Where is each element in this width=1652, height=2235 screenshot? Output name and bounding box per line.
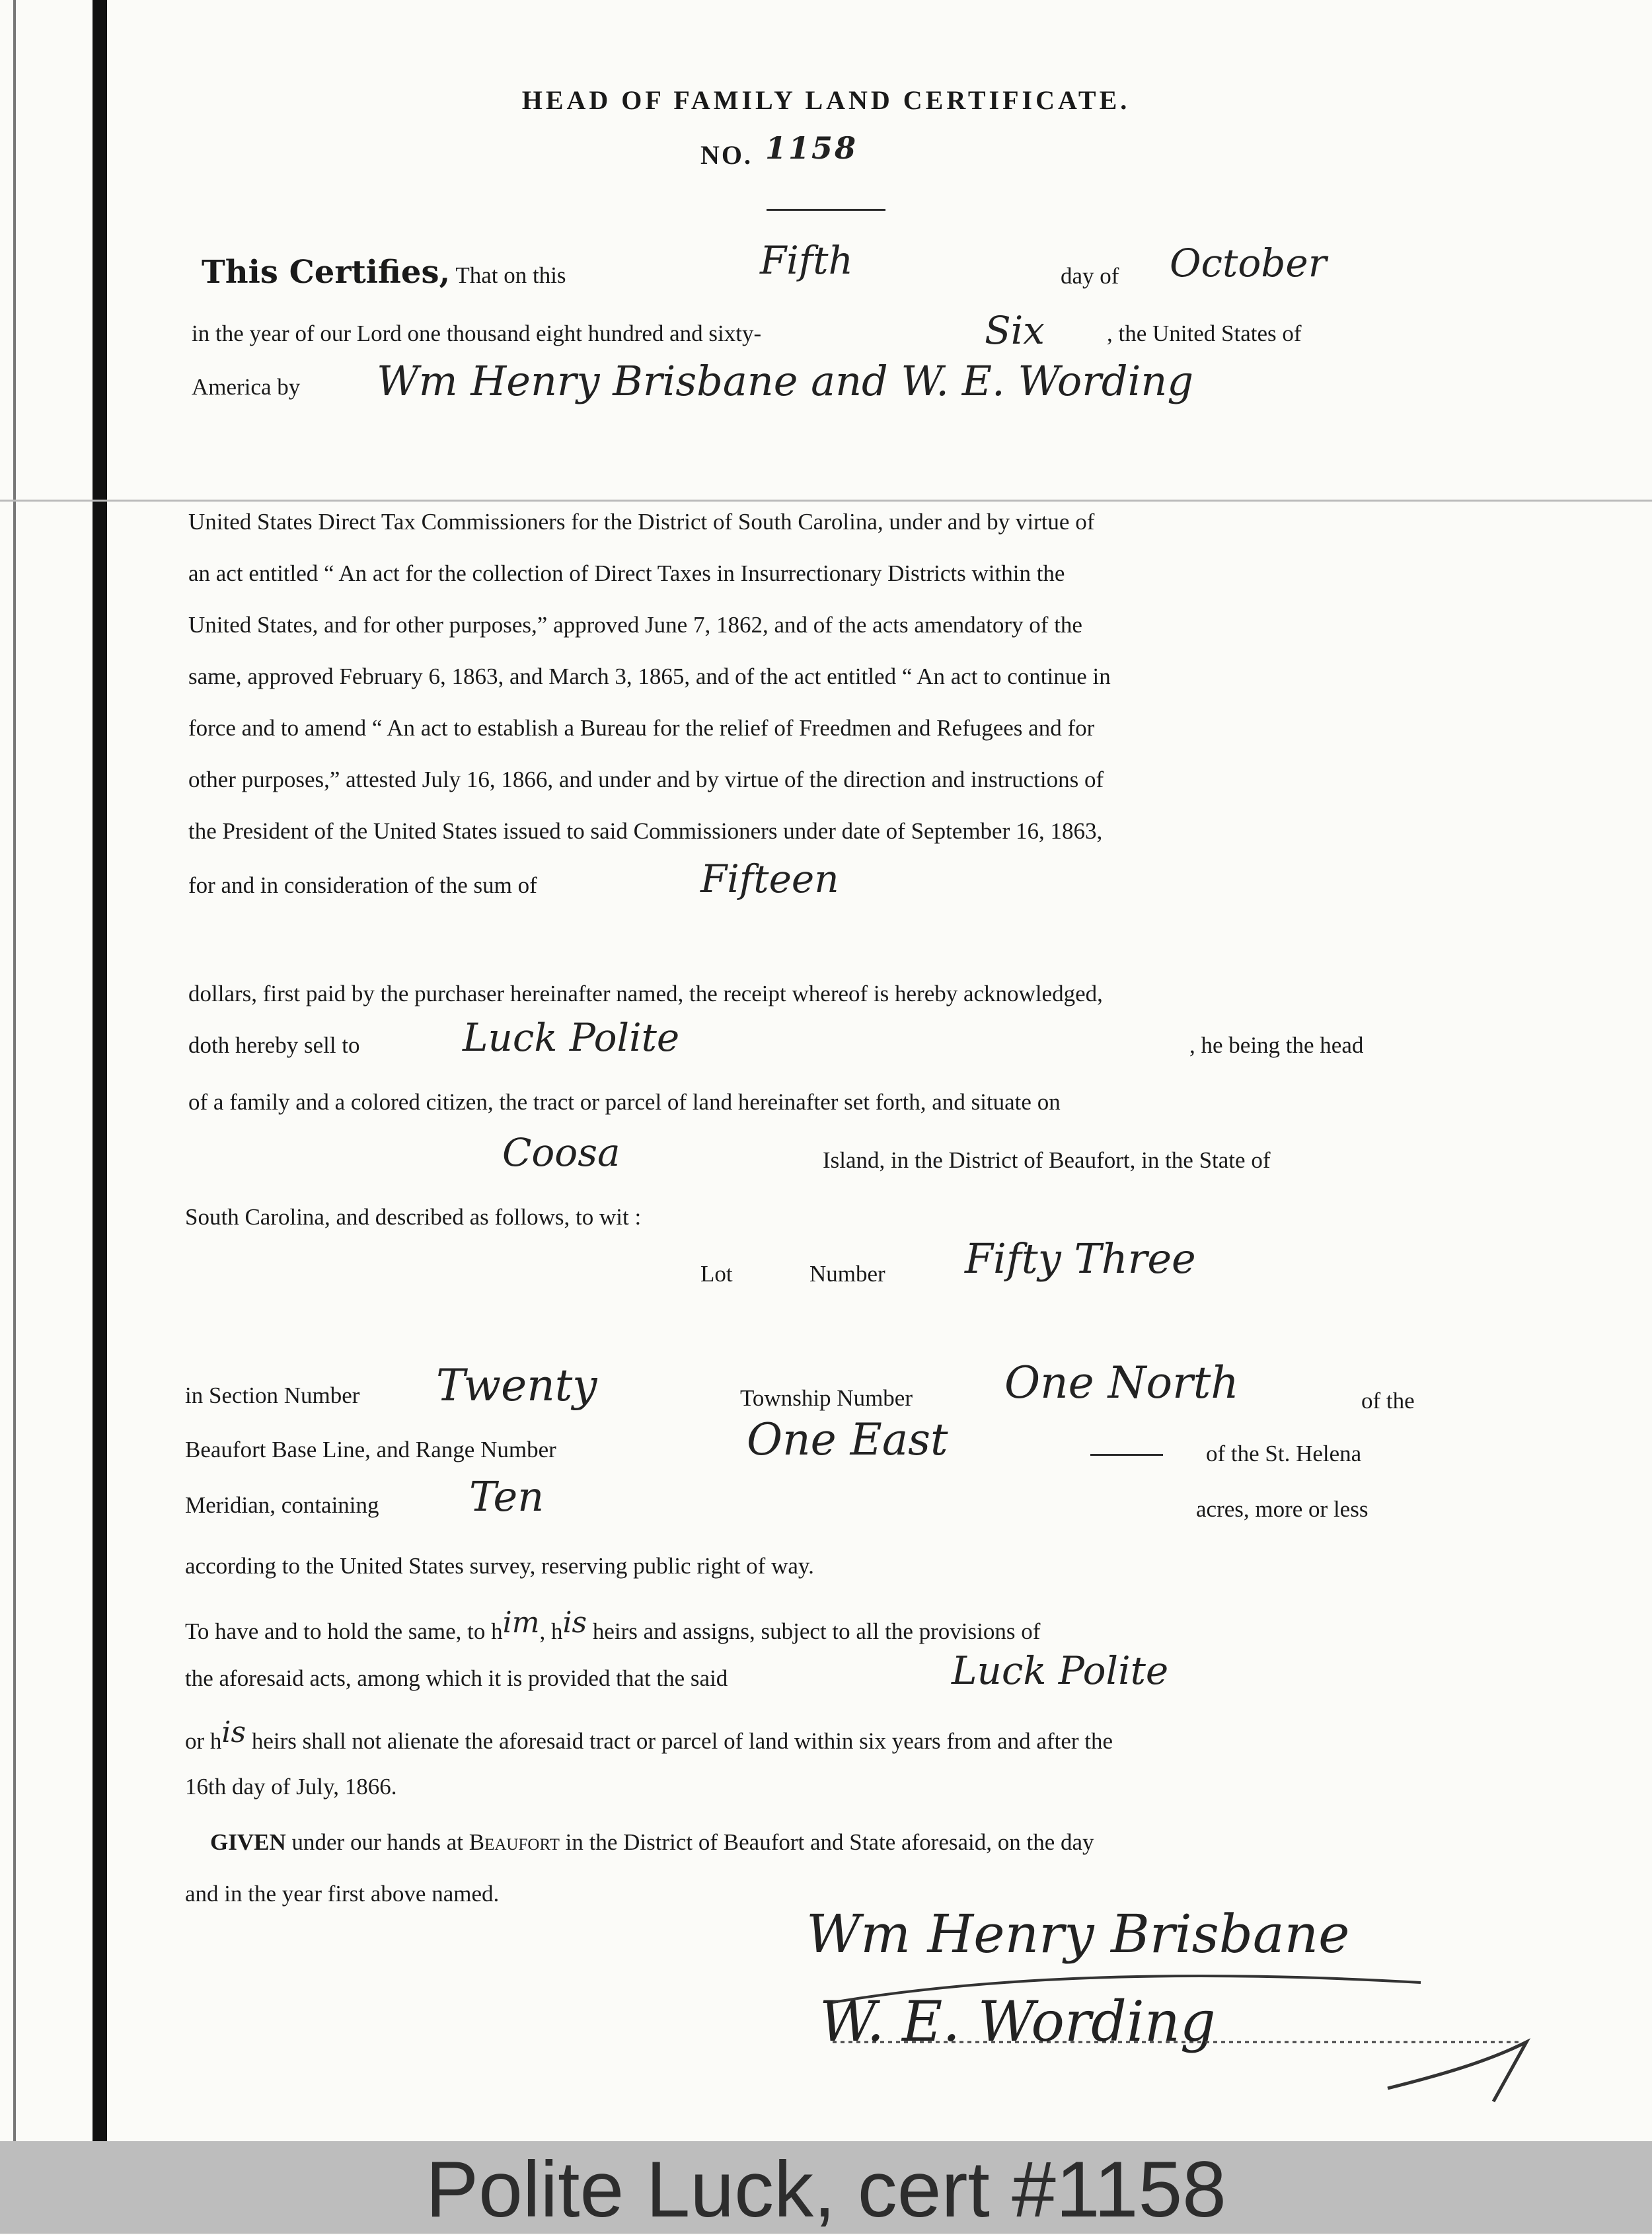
month-word: October bbox=[1170, 241, 1327, 285]
him-hand: im bbox=[502, 1606, 540, 1640]
range-number: One East bbox=[747, 1414, 948, 1465]
body-line: same, approved February 6, 1863, and March 3, 1865, and of the act entitled “ An act to continue in bbox=[188, 663, 1111, 689]
or-his-hand: is bbox=[221, 1716, 246, 1749]
year-word: Six bbox=[985, 308, 1045, 353]
dollars-line: dollars, first paid by the purchaser hereinafter named, the receipt whereof is hereby acknowledged, bbox=[188, 981, 1103, 1006]
commissioner-names: Wm Henry Brisbane and W. E. Wording bbox=[377, 357, 1194, 405]
said-name: Luck Polite bbox=[952, 1648, 1169, 1693]
his-hand: is bbox=[562, 1606, 587, 1640]
given-line-2: and in the year first above named. bbox=[185, 1881, 500, 1907]
day-word: Fifth bbox=[760, 238, 853, 283]
survey-line: according to the United States survey, reserving public right of way. bbox=[185, 1553, 814, 1579]
signature-wording: W. E. Wording bbox=[819, 1989, 1216, 2054]
title-rule bbox=[767, 209, 885, 211]
acres-label: acres, more or less bbox=[1196, 1496, 1369, 1522]
habendum-text-b: , h bbox=[539, 1618, 563, 1644]
acres-value: Ten bbox=[469, 1472, 544, 1521]
lot-number: Fifty Three bbox=[965, 1234, 1196, 1283]
habendum-line-3 bbox=[185, 1716, 1113, 1756]
head-label: , he being the head bbox=[1189, 1032, 1364, 1058]
given-line-1 bbox=[210, 1829, 1094, 1856]
body-line: United States, and for other purposes,” approved June 7, 1862, and of the acts amendatory of the bbox=[188, 612, 1082, 638]
flourish-stroke bbox=[833, 1976, 1421, 2002]
number-value: 1158 bbox=[765, 130, 858, 166]
given-text-a: under our hands at bbox=[285, 1829, 469, 1855]
purchaser-name: Luck Polite bbox=[463, 1015, 680, 1060]
united-states-of: , the United States of bbox=[1107, 321, 1302, 346]
family-line: of a family and a colored citizen, the tract or parcel of land hereinafter set forth, and situate on bbox=[188, 1089, 1061, 1115]
left-margin-line bbox=[13, 0, 16, 2141]
preamble-line-1 bbox=[202, 254, 566, 291]
that-on-this: That on this bbox=[455, 262, 566, 288]
certificate-title: HEAD OF FAMILY LAND CERTIFICATE. bbox=[521, 85, 1131, 115]
signature-brisbane: Wm Henry Brisbane bbox=[806, 1903, 1350, 1965]
sc-line: South Carolina, and described as follows, to wit : bbox=[185, 1204, 642, 1230]
consideration-sum: Fifteen bbox=[700, 856, 839, 901]
habendum-text-c: heirs and assigns, subject to all the provisions of bbox=[587, 1618, 1041, 1644]
alienate-text: heirs shall not alienate the aforesaid tract or parcel of land within six years from and after the bbox=[246, 1728, 1113, 1754]
helena-label: of the St. Helena bbox=[1206, 1441, 1362, 1466]
habendum-line-1 bbox=[185, 1606, 1041, 1646]
or-h-text: or h bbox=[185, 1728, 222, 1754]
consideration-label: for and in consideration of the sum of bbox=[188, 872, 537, 898]
township-label: Township Number bbox=[740, 1385, 913, 1411]
date-line: 16th day of July, 1866. bbox=[185, 1774, 397, 1799]
beaufort-word: Beaufort bbox=[469, 1829, 560, 1855]
body-line: the President of the United States issued to said Commissioners under date of September 16, 1863, bbox=[188, 818, 1103, 844]
body-line: United States Direct Tax Commissioners for the District of South Carolina, under and by virtue of bbox=[188, 509, 1095, 535]
body-line: an act entitled “ An act for the collection of Direct Taxes in Insurrectionary Districts within the bbox=[188, 560, 1065, 586]
section-label: in Section Number bbox=[185, 1383, 360, 1408]
certificate-number bbox=[700, 130, 858, 171]
township-number: One North bbox=[1004, 1357, 1239, 1408]
america-by: America by bbox=[192, 374, 301, 400]
meridian-label: Meridian, containing bbox=[185, 1492, 379, 1518]
section-number: Twenty bbox=[436, 1360, 597, 1411]
binding-edge bbox=[93, 0, 107, 2141]
fold-line bbox=[0, 500, 1652, 502]
signature-flourish bbox=[793, 1877, 1586, 2115]
habendum-text-a: To have and to hold the same, to h bbox=[185, 1618, 503, 1644]
day-of-label: day of bbox=[1061, 263, 1119, 289]
caption-text: Polite Luck, cert #1158 bbox=[426, 2145, 1226, 2234]
sell-to-label: doth hereby sell to bbox=[188, 1032, 360, 1058]
given-text-b: in the District of Beaufort and State aforesaid, on the day bbox=[559, 1829, 1094, 1855]
given-word: GIVEN bbox=[210, 1829, 286, 1855]
this-certifies: This Certifies, bbox=[202, 254, 451, 291]
body-line: force and to amend “ An act to establish a Bureau for the relief of Freedmen and Refugees and for bbox=[188, 715, 1095, 741]
lot-label: Lot bbox=[700, 1261, 733, 1287]
range-dash bbox=[1090, 1454, 1163, 1456]
of-the-label: of the bbox=[1361, 1388, 1415, 1414]
lot-number-label: Number bbox=[809, 1261, 885, 1287]
body-line: other purposes,” attested July 16, 1866, and under and by virtue of the direction and instructions of bbox=[188, 767, 1104, 792]
flourish-tail bbox=[1388, 2042, 1526, 2102]
base-line-label: Beaufort Base Line, and Range Number bbox=[185, 1437, 556, 1462]
island-line: Island, in the District of Beaufort, in the State of bbox=[823, 1147, 1271, 1173]
island-name: Coosa bbox=[502, 1130, 620, 1175]
number-label: NO. bbox=[700, 140, 753, 170]
aforesaid-line: the aforesaid acts, among which it is provided that the said bbox=[185, 1665, 728, 1691]
year-text: in the year of our Lord one thousand eight hundred and sixty- bbox=[192, 321, 762, 346]
